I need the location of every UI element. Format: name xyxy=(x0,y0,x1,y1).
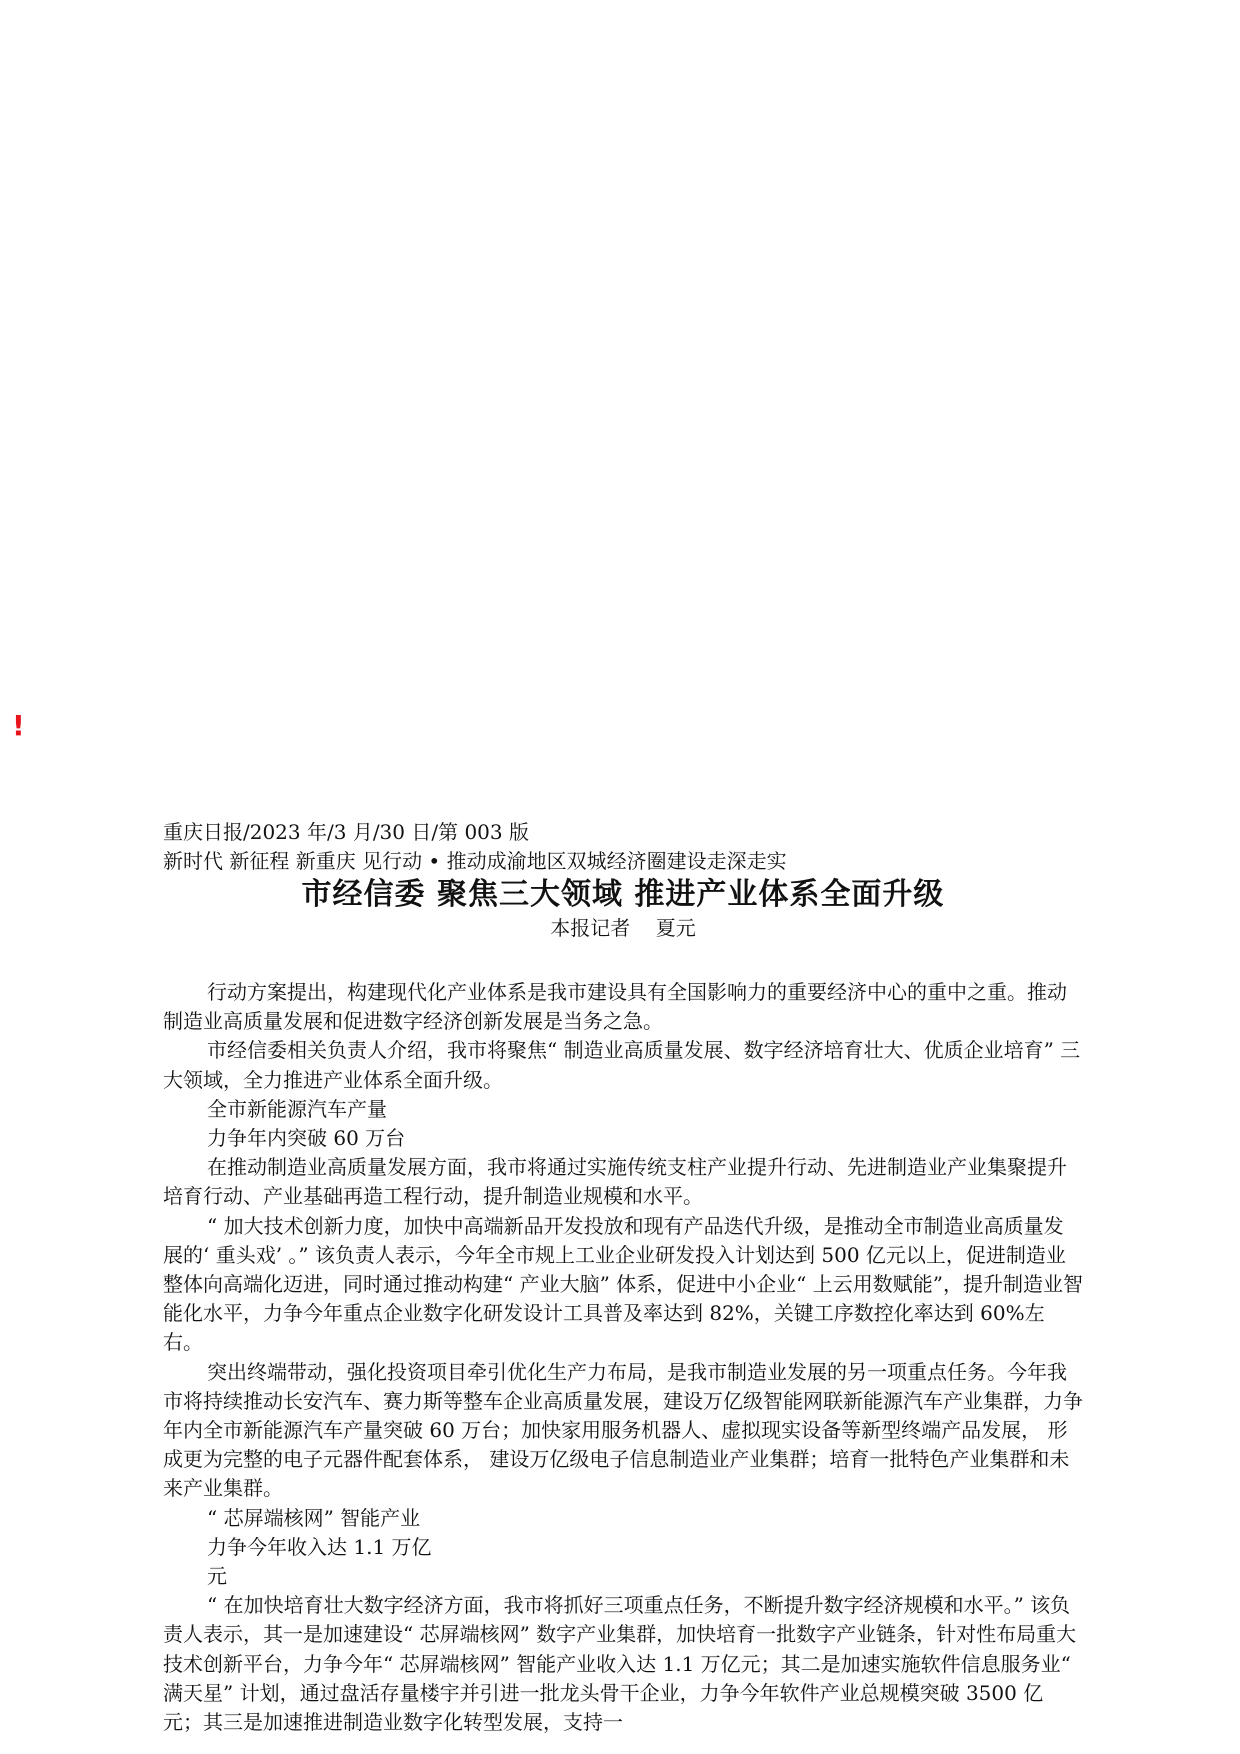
red-exclamation-mark: ! xyxy=(12,709,25,742)
headline: 市经信委 聚焦三大领域 推进产业体系全面升级 xyxy=(301,877,945,912)
subheading-line: 元 xyxy=(207,1564,227,1589)
paragraph: “ 在加快培育壮大数字经济方面，我市将抓好三项重点任务，不断提升数字经济规模和水平。” 该负责人表示，其一是加速建设“ 芯屏端核网” 数字产业集群，加快培育一批数字产业链条，针对性布局重大技术创新平台，力争今年“ 芯屏端核网” 智能产业收入达 1.1 万亿元；其二是加速实施软件信息服务业“ 满天星” 计划，通过盘活存量楼宇并引进一批龙头骨干企业，力争今年软件产业总规模突破 3500 亿元；其三是加速推进制造业数字化转型发展，支持一 xyxy=(163,1593,1077,1735)
byline: 本报记者 夏元 xyxy=(550,916,696,940)
column-line: 新时代 新征程 新重庆 见行动 • 推动成渝地区双城经济圈建设走深走实 xyxy=(163,849,787,873)
paragraph: 市经信委相关负责人介绍，我市将聚焦“ 制造业高质量发展、数字经济培育壮大、优质企业培育” 三大领域，全力推进产业体系全面升级。 xyxy=(163,1038,1081,1092)
article xyxy=(163,818,1083,1737)
subheading-line: 全市新能源汽车产量 xyxy=(207,1096,387,1121)
paragraph: 在推动制造业高质量发展方面，我市将通过实施传统支柱产业提升行动、先进制造业产业集聚提升培育行动、产业基础再造工程行动，提升制造业规模和水平。 xyxy=(163,1155,1067,1209)
article-body xyxy=(163,978,1083,1737)
subheading-line: “ 芯屏端核网” 智能产业 xyxy=(207,1505,421,1530)
paragraph: 行动方案提出，构建现代化产业体系是我市建设具有全国影响力的重要经济中心的重中之重。推动制造业高质量发展和促进数字经济创新发展是当务之急。 xyxy=(163,980,1067,1034)
subheading-line: 力争年内突破 60 万台 xyxy=(207,1126,406,1151)
paragraph: 突出终端带动，强化投资项目牵引优化生产力布局，是我市制造业发展的另一项重点任务。今年我市将持续推动长安汽车、赛力斯等整车企业高质量发展，建设万亿级智能网联新能源汽车产业集群，力争年内全市新能源汽车产量突破 60 万台；加快家用服务机器人、虚拟现实设备等新型终端产品发展， 形成更为完整的电子元器件配套体系， 建设万亿级电子信息制造业产业集群；培育一批特色产业集群和未来产业集群。 xyxy=(163,1359,1083,1501)
subheading-line: 力争今年收入达 1.1 万亿 xyxy=(207,1534,432,1559)
source-line: 重庆日报/2023 年/3 月/30 日/第 003 版 xyxy=(163,820,529,844)
paragraph: “ 加大技术创新力度，加快中高端新品开发投放和现有产品迭代升级，是推动全市制造业高质量发展的‘ 重头戏’ 。” 该负责人表示，今年全市规上工业企业研发投入计划达到 500 亿元以上，促进制造业整体向高端化迈进，同时通过推动构建“ 产业大脑” 体系，促进中小企业“ 上云用数赋能”，提升制造业智能化水平，力争今年重点企业数字化研发设计工具普及率达到 82%，关键工序数控化率达到 60%左右。 xyxy=(163,1213,1083,1355)
